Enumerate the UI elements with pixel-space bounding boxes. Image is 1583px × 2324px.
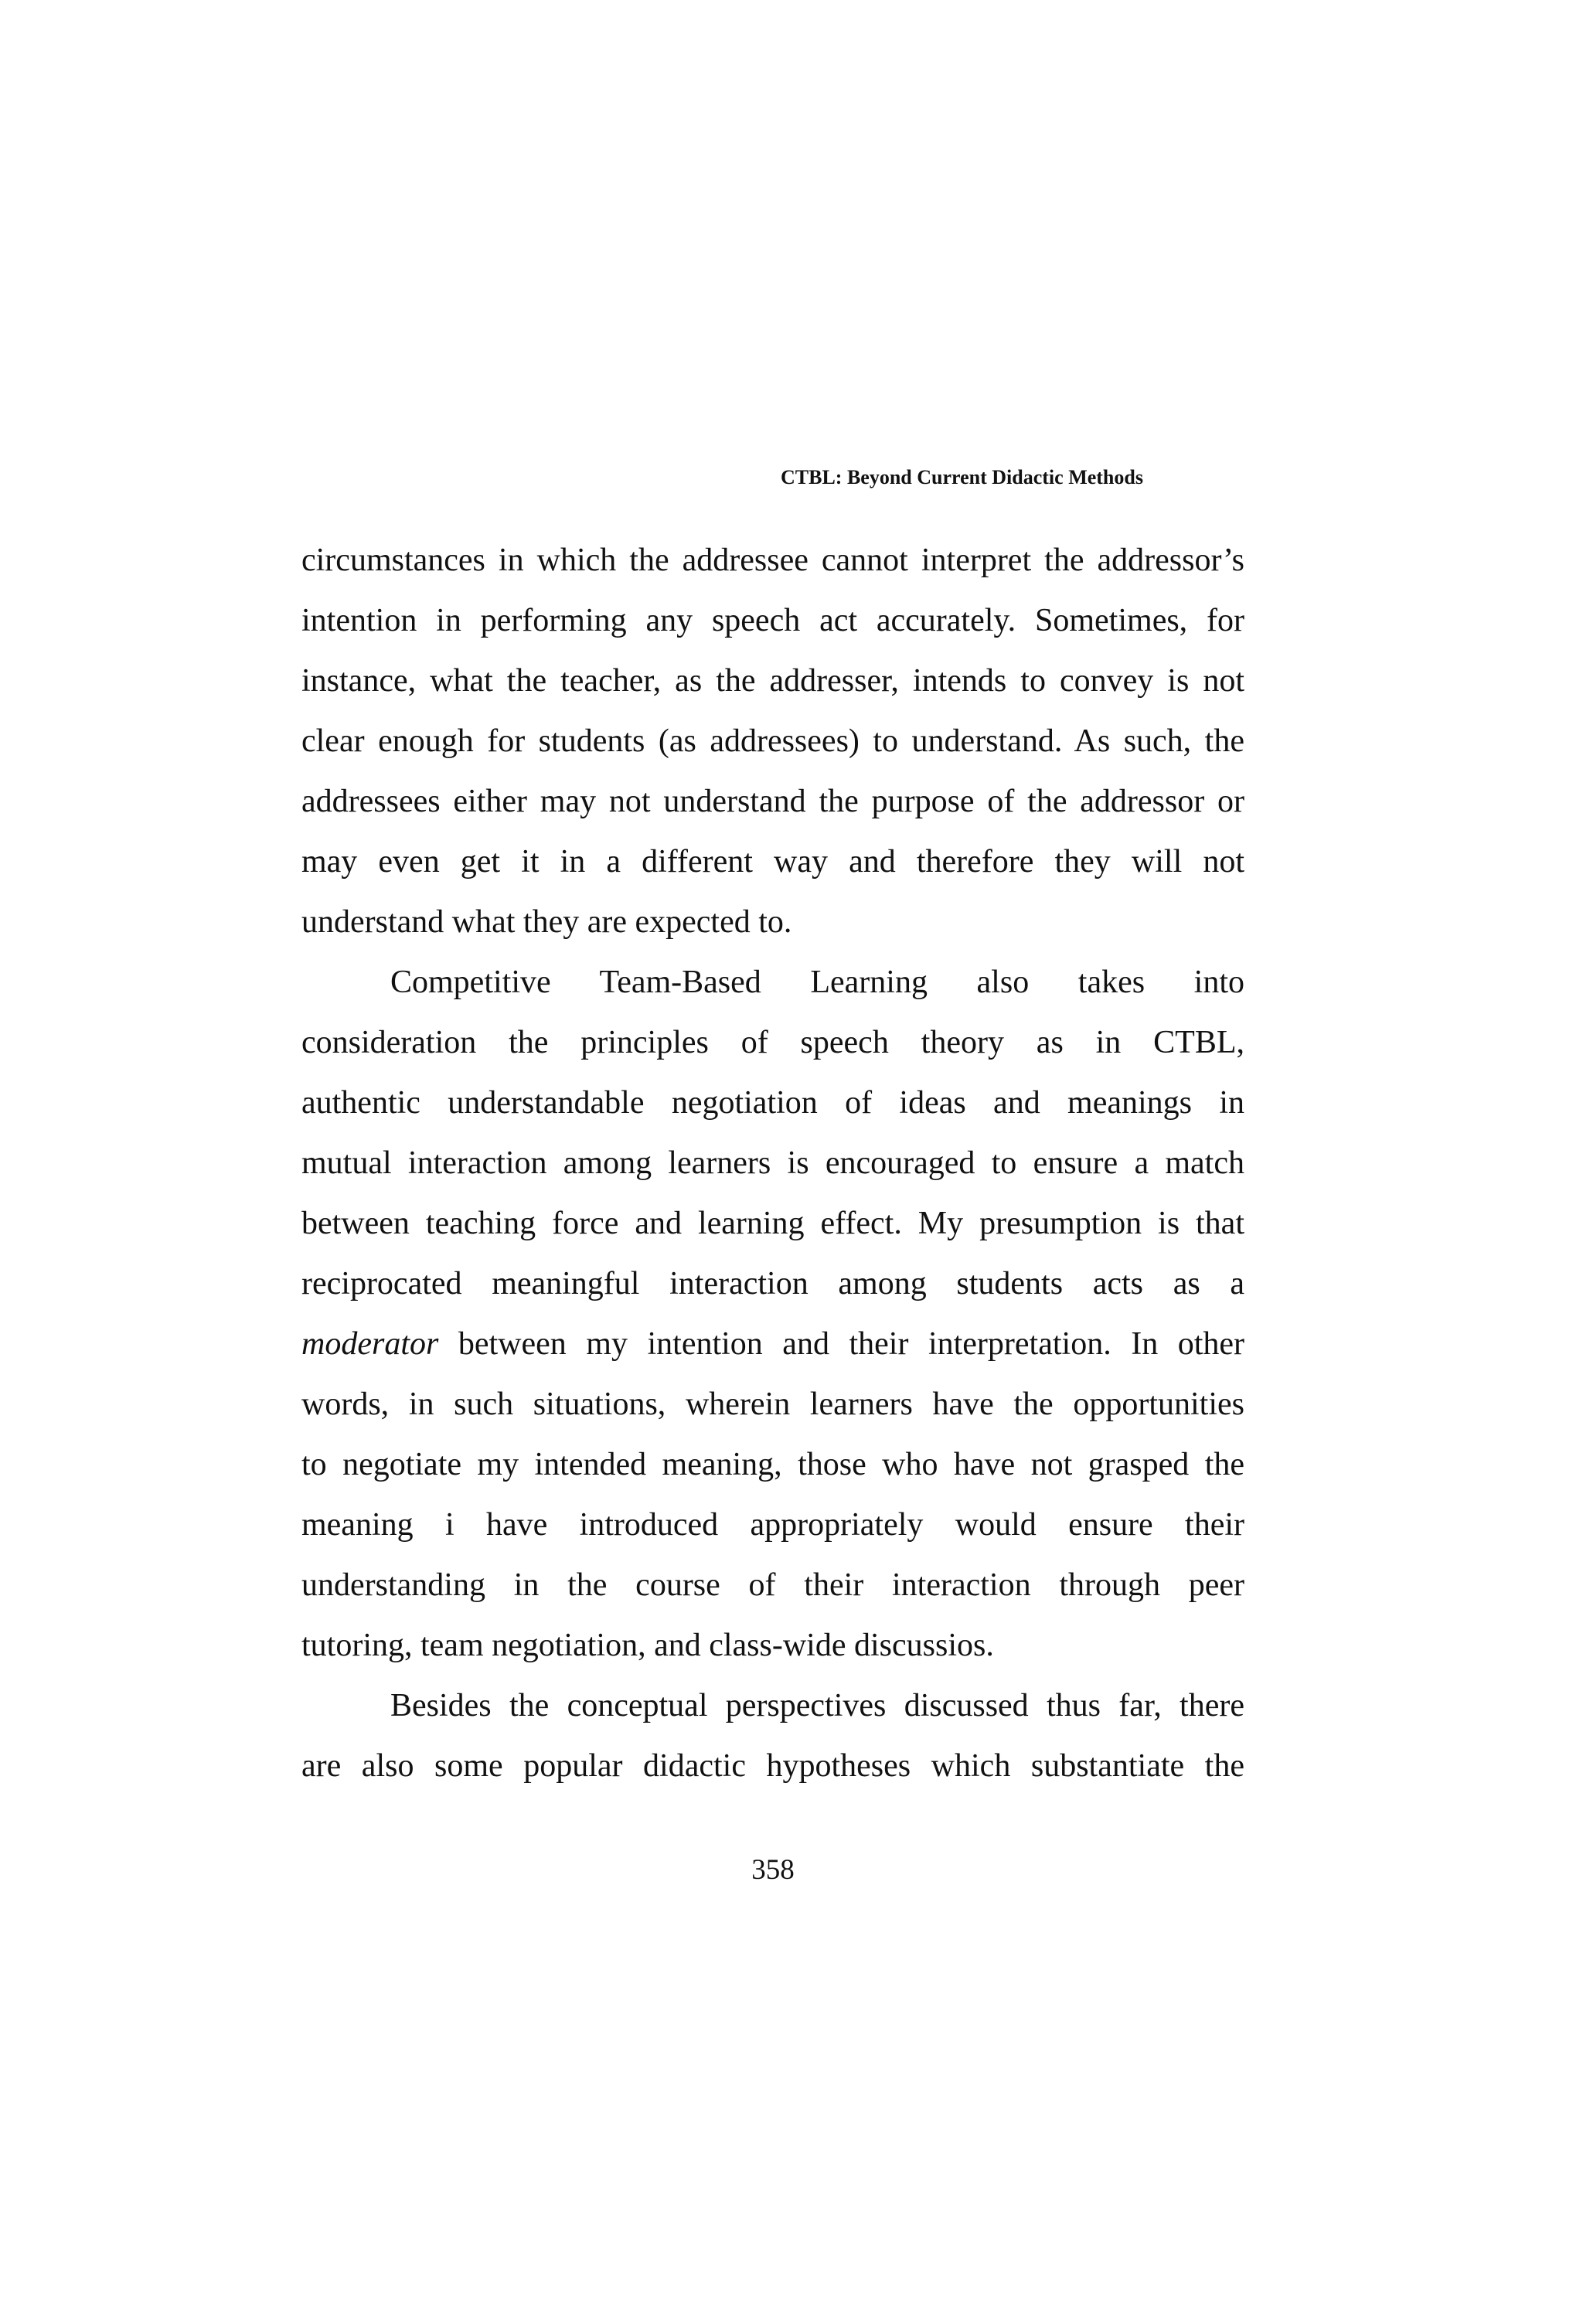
text-line: words, in such situations, wherein learners have the opportunities [301, 1387, 1244, 1422]
text-line: are also some popular didactic hypotheses which substantiate the [301, 1748, 1244, 1784]
text-line: understanding in the course of their interaction through peer [301, 1567, 1244, 1603]
paragraph-2 [301, 952, 1244, 1676]
text-line: to negotiate my intended meaning, those who have not grasped the [301, 1447, 1244, 1482]
text-line: clear enough for students (as addressees) to understand. As such, the [301, 723, 1244, 759]
text-line: circumstances in which the addressee cannot interpret the addressor’s [301, 543, 1244, 578]
running-header: CTBL: Beyond Current Didactic Methods [781, 466, 1143, 488]
text-line: reciprocated meaningful interaction among students acts as a [301, 1266, 1244, 1302]
text-line: meaning i have introduced appropriately would ensure their [301, 1507, 1244, 1543]
text-line: Competitive Team-Based Learning also takes into [390, 965, 1244, 1000]
text-line: mutual interaction among learners is encouraged to ensure a match [301, 1145, 1244, 1181]
text-line-with-emphasis [301, 1314, 1244, 1374]
text-line: addressees either may not understand the purpose of the addressor or [301, 784, 1244, 819]
text-line: tutoring, team negotiation, and class-wide discussios. [301, 1628, 994, 1663]
text-line: authentic understandable negotiation of ideas and meanings in [301, 1085, 1244, 1121]
text-line: Besides the conceptual perspectives discussed thus far, there [390, 1688, 1244, 1723]
text-line: instance, what the teacher, as the addresser, intends to convey is not [301, 663, 1244, 699]
text-line: understand what they are expected to. [301, 904, 792, 940]
text-line: may even get it in a different way and therefore they will not [301, 844, 1244, 880]
paragraph-3 [301, 1676, 1244, 1796]
text-line-rest: between my intention and their interpretation. In other [458, 1326, 1244, 1362]
text-line: consideration the principles of speech theory as in CTBL, [301, 1025, 1244, 1060]
paragraph-1 [301, 530, 1244, 952]
body-text [301, 530, 1244, 1796]
emphasized-word: moderator [301, 1326, 439, 1362]
text-line: intention in performing any speech act accurately. Sometimes, for [301, 603, 1244, 638]
text-line: between teaching force and learning effect. My presumption is that [301, 1206, 1244, 1241]
page-number: 358 [751, 1854, 795, 1886]
